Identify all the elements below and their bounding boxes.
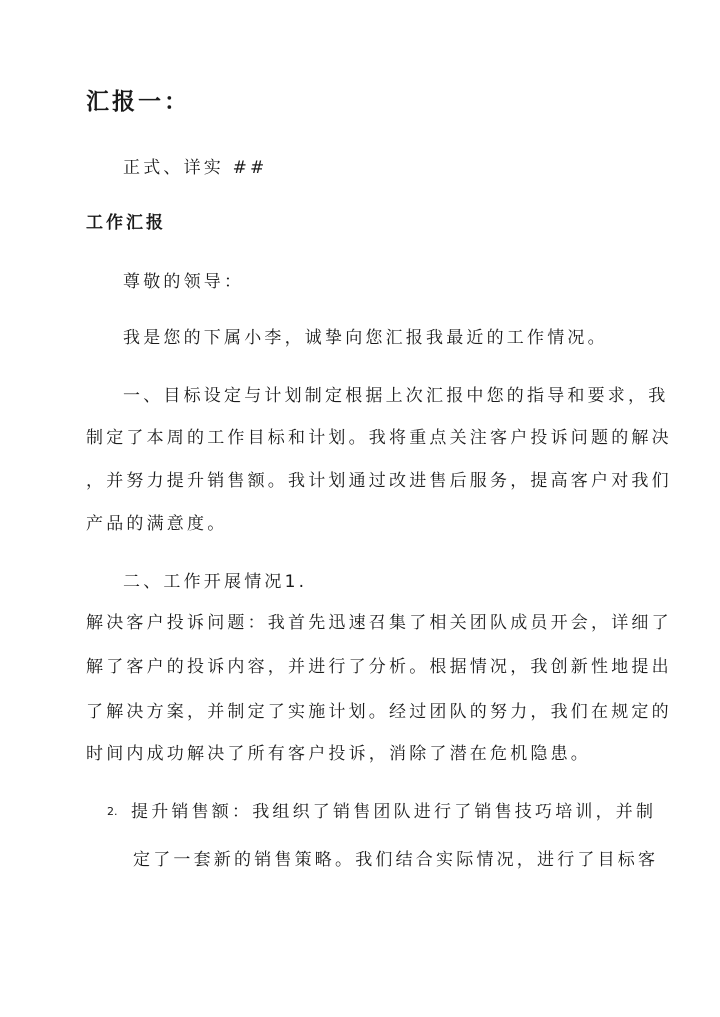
- section1-line: 产品的满意度。: [86, 514, 228, 534]
- section1-line: ，并努力提升销售额。我计划通过改进售后服务，提高客户对我们: [86, 471, 672, 491]
- document-title: 汇报一：: [86, 89, 190, 115]
- intro-paragraph: 我是您的下属小李，诚挚向您汇报我最近的工作情况。: [123, 328, 608, 348]
- section2-line: 了解决方案，并制定了实施计划。经过团队的努力，我们在规定的: [86, 702, 672, 722]
- section2-heading: 二、工作开展情况1.: [123, 572, 308, 592]
- section1-line: 一、目标设定与计划制定根据上次汇报中您的指导和要求，我: [123, 386, 669, 406]
- section1-line: 制定了本周的工作目标和计划。我将重点关注客户投诉问题的解决: [86, 428, 672, 448]
- list-item-line: 定了一套新的销售策略。我们结合实际情况，进行了目标客: [133, 850, 659, 870]
- list-item-number: 2.: [107, 805, 118, 818]
- section2-line: 解决客户投诉问题：我首先迅速召集了相关团队成员开会，详细了: [86, 613, 672, 633]
- section2-line: 时间内成功解决了所有客户投诉，消除了潜在危机隐患。: [86, 744, 591, 764]
- document-subtitle: 正式、详实 ##: [123, 158, 268, 178]
- section2-line: 解了客户的投诉内容，并进行了分析。根据情况，我创新性地提出: [86, 657, 672, 677]
- list-item-line: 提升销售额：我组织了销售团队进行了销售技巧培训，并制: [131, 802, 657, 822]
- section-heading: 工作汇报: [86, 213, 166, 233]
- salutation: 尊敬的领导：: [123, 272, 245, 292]
